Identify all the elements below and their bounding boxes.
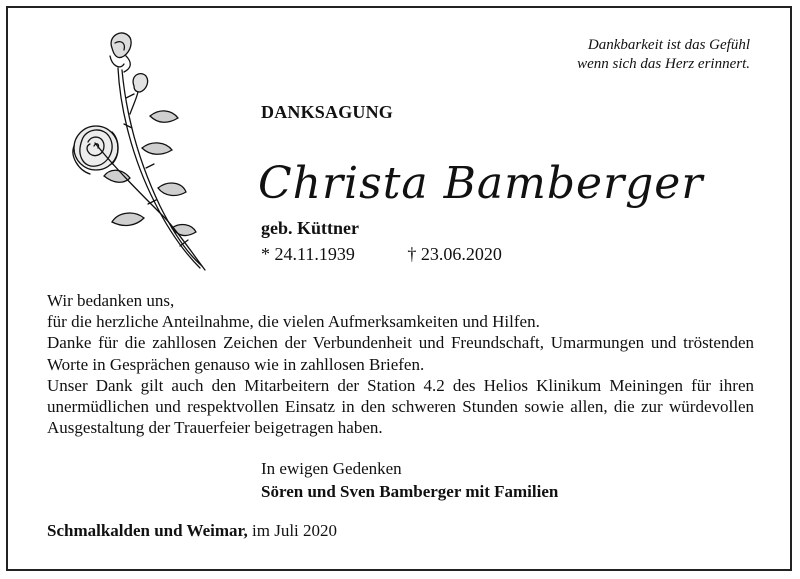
place-date: im Juli 2020 [252, 521, 338, 540]
quote-line-2: wenn sich das Herz erinnert. [577, 56, 750, 72]
closing-line: In ewigen Gedenken [261, 459, 402, 478]
place-date-line [47, 521, 337, 541]
deceased-name: Christa Bamberger [258, 158, 704, 209]
life-dates [261, 244, 502, 265]
death-date: † 23.06.2020 [407, 244, 502, 264]
quote-line-1: Dankbarkeit ist das Gefühl [587, 37, 750, 53]
birth-date: * 24.11.1939 [261, 244, 355, 264]
signers: Sören und Sven Bamberger mit Familien [261, 482, 559, 501]
epigraph-quote [577, 36, 750, 74]
notice-heading: DANKSAGUNG [261, 102, 394, 122]
birth-name: geb. Küttner [261, 218, 359, 238]
rose-illustration [60, 28, 210, 273]
closing-block [261, 457, 558, 503]
body-line: für die herzliche Anteilnahme, die vielen Aufmerksamkeiten und Hilfen. [47, 312, 540, 332]
body-line: Wir bedanken uns, [47, 291, 175, 310]
body-line: Unser Dank gilt auch den Mitarbeitern der Station 4.2 des Helios Klinikum Meiningen für ihren unermüdlichen und respektvollen Einsatz in den schweren Stunden sowie allen, die zur würdevollen Ausgestaltung der Trauerfeier beigetragen haben. [47, 375, 754, 438]
body-line: Danke für die zahllosen Zeichen der Verbundenheit und Freundschaft, Umarmungen und tröstenden Worte in Gesprächen genauso wie in zahllosen Briefen. [47, 333, 754, 374]
place-location: Schmalkalden und Weimar, [47, 521, 248, 540]
thank-you-text [47, 290, 754, 438]
